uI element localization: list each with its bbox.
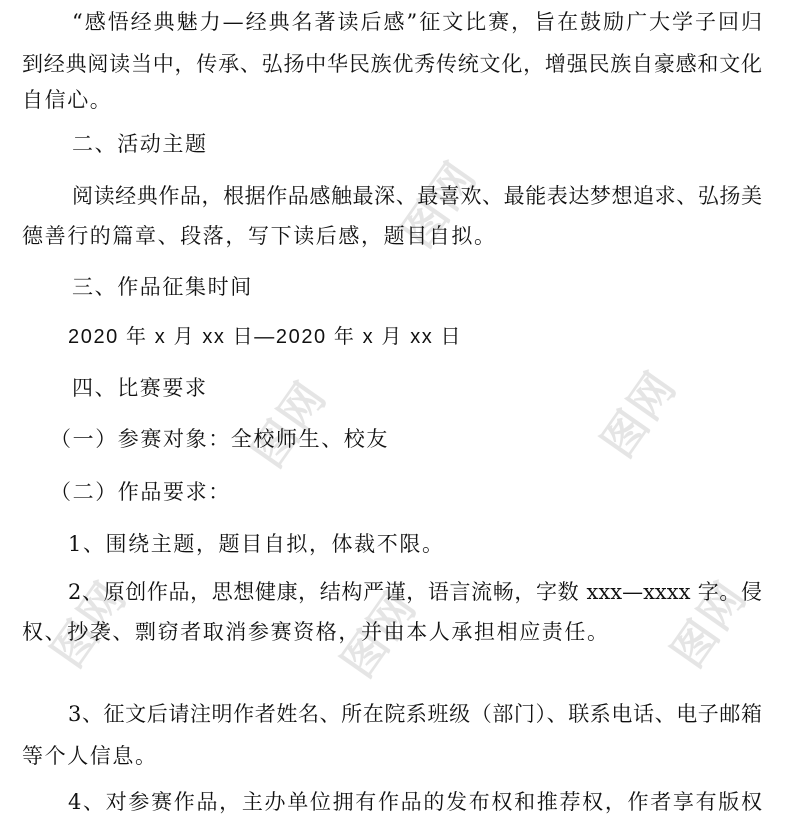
paragraph-intro-line-3: 自信心。: [22, 88, 113, 112]
subsection-participants: （一）参赛对象：全校师生、校友: [50, 427, 389, 451]
watermark: 图网: [332, 582, 427, 687]
paragraph-intro-line-1: “感悟经典魅力—经典名著读后感”征文比赛，旨在鼓励广大学子回归: [72, 10, 762, 34]
paragraph-theme-line-1: 阅读经典作品，根据作品感触最深、最喜欢、最能表达梦想追求、弘扬美: [72, 184, 762, 208]
requirement-3-line-2: 等个人信息。: [22, 744, 158, 768]
subsection-work-requirements: （二）作品要求：: [50, 480, 231, 504]
watermark: 图网: [392, 152, 487, 257]
watermark: 图网: [42, 572, 137, 677]
requirement-3-line-1: 3、征文后请注明作者姓名、所在院系班级（部门）、联系电话、电子邮箱: [68, 702, 762, 726]
paragraph-theme-line-2: 德善行的篇章、段落，写下读后感，题目自拟。: [22, 224, 497, 248]
watermark: 图网: [592, 362, 687, 467]
requirement-2-line-2: 权、抄袭、剽窃者取消参赛资格，并由本人承担相应责任。: [22, 620, 610, 644]
requirement-1: 1、围绕主题，题目自拟，体裁不限。: [68, 532, 445, 556]
clipped-line-container: [0, 784, 800, 814]
section-heading-time: 三、作品征集时间: [72, 275, 253, 299]
submission-dates: 2020 年 x 月 xx 日—2020 年 x 月 xx 日: [68, 326, 463, 348]
section-heading-theme: 二、活动主题: [72, 132, 208, 156]
requirement-4-line-1-clipped: 4、对参赛作品，主办单位拥有作品的发布权和推荐权，作者享有版权: [68, 790, 762, 814]
watermark: 图网: [662, 572, 757, 677]
paragraph-intro-line-2: 到经典阅读当中，传承、弘扬中华民族优秀传统文化，增强民族自豪感和文化: [22, 52, 762, 76]
requirement-2-line-1: 2、原创作品，思想健康，结构严谨，语言流畅，字数 xxx—xxxx 字。侵: [68, 580, 762, 604]
watermark: 图网: [242, 372, 337, 477]
section-heading-requirements: 四、比赛要求: [72, 376, 208, 400]
